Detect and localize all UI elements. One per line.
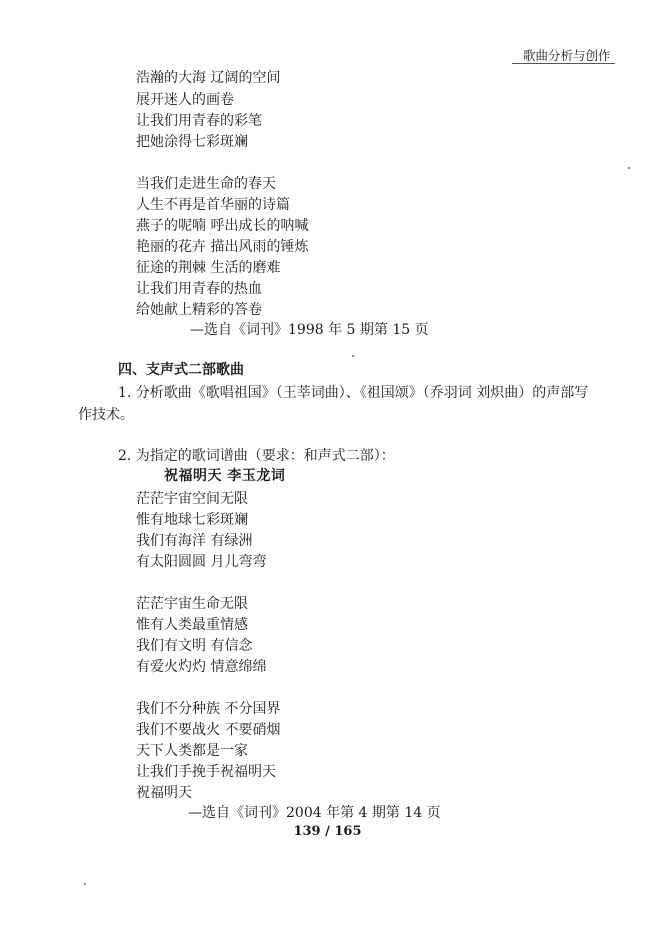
poem-line: 征途的荆棘 生活的磨难: [136, 260, 281, 276]
scan-speck: [84, 883, 86, 885]
song-line: 我们有文明 有信念: [136, 638, 253, 654]
song-line: 茫茫宇宙生命无限: [136, 596, 248, 612]
header-rule: [512, 63, 615, 64]
poem-line: 让我们用青春的热血: [136, 281, 262, 297]
section-heading: 四、支声式二部歌曲: [118, 362, 244, 378]
scan-speck: [628, 167, 630, 169]
poem-line: 把她涂得七彩斑斓: [136, 134, 248, 150]
song-line: 祝福明天: [136, 785, 192, 801]
poem-line: 展开迷人的画卷: [136, 92, 234, 108]
song-line: 惟有地球七彩斑斓: [136, 512, 248, 528]
song-line: 茫茫宇宙空间无限: [136, 491, 248, 507]
poem-line: 当我们走进生命的春天: [136, 176, 276, 192]
running-header: 歌曲分析与创作: [523, 48, 611, 63]
exercise-item-1-cont: 作技术。: [78, 407, 134, 423]
song-line: 让我们手挽手祝福明天: [136, 764, 276, 780]
exercise-item-1: 1. 分析歌曲《歌唱祖国》（王莘词曲）、《祖国颂》（乔羽词 刘炽曲）的声部写: [118, 385, 589, 401]
exercise-item-2: 2. 为指定的歌词谱曲（要求：和声式二部）：: [118, 448, 395, 464]
song-line: 惟有人类最重情感: [136, 617, 248, 633]
source-citation: —选自《词刊》2004 年第 4 期第 14 页: [188, 805, 441, 821]
page-number: 139 / 165: [293, 824, 362, 839]
poem-line: 艳丽的花卉 描出风雨的锤炼: [136, 239, 309, 255]
source-citation: —选自《词刊》1998 年 5 期第 15 页: [190, 322, 429, 338]
song-line: 我们不要战火 不要硝烟: [136, 722, 281, 738]
song-title: 祝福明天 李玉龙词: [164, 468, 286, 484]
song-line: 我们有海洋 有绿洲: [136, 533, 253, 549]
song-line: 有太阳圆圆 月儿弯弯: [136, 554, 267, 570]
song-line: 有爱火灼灼 情意绵绵: [136, 659, 267, 675]
scan-speck: [352, 355, 354, 357]
poem-line: 燕子的呢喃 呼出成长的呐喊: [136, 218, 309, 234]
poem-line: 让我们用青春的彩笔: [136, 113, 262, 129]
poem-line: 浩瀚的大海 辽阔的空间: [136, 70, 281, 86]
song-line: 天下人类都是一家: [136, 743, 248, 759]
poem-line: 给她献上精彩的答卷: [136, 302, 262, 318]
song-line: 我们不分种族 不分国界: [136, 701, 281, 717]
poem-line: 人生不再是首华丽的诗篇: [136, 197, 290, 213]
